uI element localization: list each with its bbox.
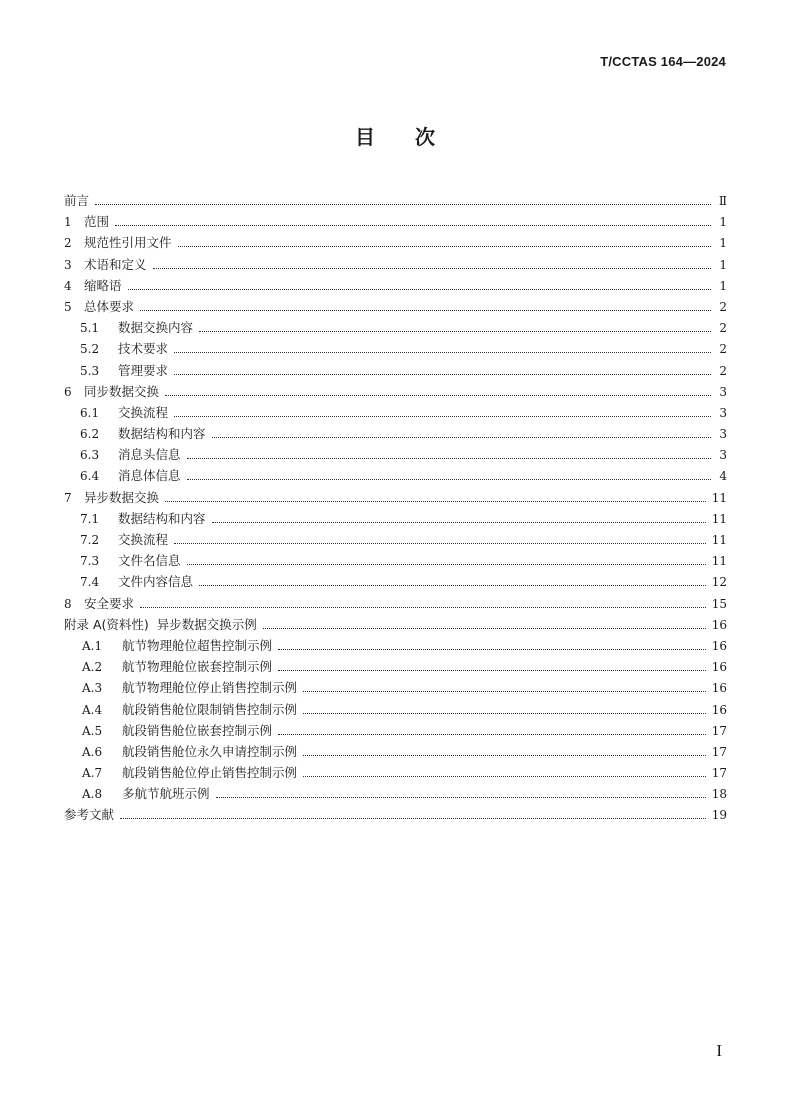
toc-entry-page: 3 bbox=[719, 384, 727, 399]
toc-entry-number: 5.3 bbox=[80, 363, 100, 378]
toc-entry-label: 交换流程 bbox=[118, 532, 169, 547]
dot-leader bbox=[303, 754, 706, 756]
toc-entry-page: 11 bbox=[711, 554, 727, 569]
dot-leader bbox=[174, 373, 711, 375]
toc-entry-page: 4 bbox=[719, 469, 727, 484]
toc-entry-page: 16 bbox=[711, 681, 727, 696]
toc-entry-number: A.5 bbox=[82, 723, 103, 738]
dot-leader bbox=[303, 690, 706, 692]
toc-entry-label: 数据结构和内容 bbox=[118, 510, 206, 526]
toc-entry-number: A.8 bbox=[82, 787, 103, 802]
toc-entry-page: 17 bbox=[711, 744, 727, 759]
dot-leader bbox=[128, 288, 711, 290]
dot-leader bbox=[303, 775, 706, 777]
toc-entry-page: Ⅱ bbox=[718, 194, 727, 208]
toc-entry[interactable] bbox=[64, 593, 727, 614]
toc-heading-char-2: 次 bbox=[415, 125, 435, 149]
toc-entry-number: 6.4 bbox=[80, 469, 100, 484]
toc-entry[interactable] bbox=[64, 317, 727, 338]
toc-entry-number: 2 bbox=[64, 236, 72, 251]
dot-leader bbox=[178, 245, 711, 247]
toc-entry[interactable] bbox=[64, 211, 727, 232]
toc-entry-number: A.3 bbox=[82, 681, 103, 696]
toc-entry[interactable] bbox=[64, 381, 727, 402]
toc-entry-label: 总体要求 bbox=[84, 298, 135, 314]
toc-entry-label: 范围 bbox=[84, 214, 110, 230]
dot-leader bbox=[115, 224, 711, 226]
toc-entry-page: 2 bbox=[719, 363, 727, 378]
toc-entry-page: 16 bbox=[711, 660, 727, 675]
toc-entry-label: 航段销售舱位嵌套控制示例 bbox=[122, 722, 273, 738]
dot-leader bbox=[199, 584, 706, 586]
toc-entry-label: 缩略语 bbox=[84, 277, 122, 293]
toc-entry-number: 6.3 bbox=[80, 448, 100, 463]
toc-entry-label: 消息头信息 bbox=[118, 447, 181, 463]
dot-leader bbox=[303, 712, 706, 714]
toc-entry[interactable] bbox=[64, 529, 727, 550]
toc-entry-page: 2 bbox=[719, 342, 727, 357]
toc-entry-number: A.1 bbox=[82, 638, 103, 653]
toc-entry-number: 7.3 bbox=[80, 554, 100, 569]
toc-entry[interactable] bbox=[64, 275, 727, 296]
toc-entry[interactable] bbox=[64, 783, 727, 804]
dot-leader bbox=[140, 309, 711, 311]
dot-leader bbox=[174, 542, 706, 544]
toc-entry-label: 文件内容信息 bbox=[118, 574, 194, 590]
toc-entry-page: 16 bbox=[711, 638, 727, 653]
toc-entry[interactable] bbox=[64, 677, 727, 698]
toc-entry-label: 前言 bbox=[64, 193, 90, 208]
toc-entry-label: 航节物理舱位超售控制示例 bbox=[122, 637, 273, 653]
toc-entry[interactable] bbox=[64, 741, 727, 762]
toc-entry[interactable] bbox=[64, 402, 727, 423]
toc-entry[interactable] bbox=[64, 699, 727, 720]
toc-entry[interactable] bbox=[64, 338, 727, 359]
dot-leader bbox=[174, 351, 711, 353]
toc-entry-page: 1 bbox=[719, 257, 727, 272]
toc-entry-page: 17 bbox=[711, 766, 727, 781]
toc-entry-page: 1 bbox=[719, 215, 727, 230]
toc-entry-page: 2 bbox=[719, 299, 727, 314]
toc-entry-page: 2 bbox=[719, 321, 727, 336]
toc-entry-label: 交换流程 bbox=[118, 404, 169, 420]
toc-entry-label: 航段销售舱位停止销售控制示例 bbox=[122, 765, 298, 781]
toc-entry-number: 7.1 bbox=[80, 511, 100, 526]
dot-leader bbox=[153, 267, 711, 269]
toc-entry[interactable] bbox=[64, 190, 727, 211]
toc-entry[interactable] bbox=[64, 720, 727, 741]
toc-entry-number: A.7 bbox=[82, 766, 103, 781]
toc-entry-page: 1 bbox=[719, 278, 727, 293]
toc-entry-page: 16 bbox=[711, 702, 727, 717]
toc-entry[interactable] bbox=[64, 508, 727, 529]
toc-entry-page: 3 bbox=[719, 427, 727, 442]
toc-entry-number: 4 bbox=[64, 278, 72, 293]
toc-entry[interactable] bbox=[64, 614, 727, 635]
toc-entry-number: A.2 bbox=[82, 660, 103, 675]
toc-entry-label: 数据结构和内容 bbox=[118, 426, 206, 442]
dot-leader bbox=[140, 606, 706, 608]
toc-entry-label: 多航节航班示例 bbox=[122, 786, 210, 802]
toc-entry-number: 3 bbox=[64, 257, 72, 272]
toc-entry-label: 技术要求 bbox=[118, 341, 169, 357]
toc-entry-label: 同步数据交换 bbox=[84, 383, 160, 399]
toc-entry[interactable] bbox=[64, 804, 727, 825]
toc-entry[interactable] bbox=[64, 444, 727, 465]
toc-entry-label: 数据交换内容 bbox=[118, 320, 194, 336]
toc-entry-number: 5 bbox=[64, 299, 72, 314]
dot-leader bbox=[165, 394, 711, 396]
dot-leader bbox=[120, 817, 706, 819]
toc-entry-number: 6 bbox=[64, 384, 72, 399]
dot-leader bbox=[165, 500, 706, 502]
toc-entry-number: A.6 bbox=[82, 744, 103, 759]
toc-entry[interactable] bbox=[64, 423, 727, 444]
toc-entry-page: 11 bbox=[711, 490, 727, 505]
dot-leader bbox=[278, 733, 706, 735]
table-of-contents bbox=[64, 190, 727, 826]
toc-entry-page: 15 bbox=[711, 596, 727, 611]
toc-entry-number: 6.2 bbox=[80, 427, 100, 442]
toc-entry[interactable] bbox=[64, 296, 727, 317]
toc-entry-label: 安全要求 bbox=[84, 595, 135, 611]
toc-entry-label: 航段销售舱位限制销售控制示例 bbox=[122, 701, 298, 717]
toc-entry-label: 航段销售舱位永久申请控制示例 bbox=[122, 743, 298, 759]
toc-entry[interactable] bbox=[64, 550, 727, 571]
toc-entry-number: 7.2 bbox=[80, 533, 100, 547]
dot-leader bbox=[263, 627, 706, 629]
toc-entry[interactable] bbox=[64, 571, 727, 592]
toc-entry-number: 6.1 bbox=[80, 405, 100, 420]
toc-entry-page: 1 bbox=[719, 236, 727, 251]
toc-entry-page: 17 bbox=[711, 723, 727, 738]
dot-leader bbox=[216, 796, 706, 798]
dot-leader bbox=[199, 330, 711, 332]
toc-entry-label: 附录 A(资料性) 异步数据交换示例 bbox=[64, 616, 257, 632]
toc-entry-page: 18 bbox=[711, 787, 727, 802]
toc-entry[interactable] bbox=[64, 762, 727, 783]
toc-entry-label: 术语和定义 bbox=[84, 256, 147, 272]
toc-entry-number: A.4 bbox=[82, 702, 103, 717]
toc-entry[interactable] bbox=[64, 360, 727, 381]
dot-leader bbox=[212, 521, 706, 523]
toc-entry-page: 3 bbox=[719, 448, 727, 463]
toc-entry-label: 参考文献 bbox=[64, 807, 115, 823]
standard-code: T/CCTAS 164—2024 bbox=[600, 54, 726, 69]
dot-leader bbox=[212, 436, 711, 438]
toc-entry-label: 规范性引用文件 bbox=[84, 235, 172, 251]
toc-entry-page: 16 bbox=[711, 617, 727, 632]
toc-entry-page: 3 bbox=[719, 405, 727, 420]
toc-entry-label: 航节物理舱位嵌套控制示例 bbox=[122, 659, 273, 675]
toc-entry-label: 异步数据交换 bbox=[84, 489, 160, 505]
toc-entry-number: 7 bbox=[64, 490, 72, 505]
toc-entry-number: 1 bbox=[64, 215, 72, 230]
toc-entry-page: 12 bbox=[711, 575, 727, 590]
toc-entry-number: 5.1 bbox=[80, 321, 100, 336]
dot-leader bbox=[187, 457, 711, 459]
toc-entry-number: 8 bbox=[64, 596, 72, 611]
toc-entry-label: 航节物理舱位停止销售控制示例 bbox=[122, 680, 298, 696]
page-folio: I bbox=[716, 1041, 722, 1060]
dot-leader bbox=[95, 203, 711, 205]
dot-leader bbox=[187, 478, 711, 480]
dot-leader bbox=[278, 669, 706, 671]
toc-entry[interactable] bbox=[64, 465, 727, 486]
toc-entry-label: 管理要求 bbox=[118, 362, 169, 378]
toc-entry-number: 7.4 bbox=[80, 575, 100, 590]
toc-entry-page: 11 bbox=[711, 533, 727, 547]
toc-entry[interactable] bbox=[64, 254, 727, 275]
dot-leader bbox=[174, 415, 711, 417]
toc-entry-page: 11 bbox=[711, 511, 727, 526]
toc-entry-label: 文件名信息 bbox=[118, 553, 181, 569]
toc-entry[interactable] bbox=[64, 656, 727, 677]
dot-leader bbox=[278, 648, 706, 650]
toc-heading bbox=[0, 121, 790, 150]
dot-leader bbox=[187, 563, 706, 565]
toc-entry-number: 5.2 bbox=[80, 342, 100, 357]
toc-entry-page: 19 bbox=[711, 808, 727, 823]
toc-heading-char-1: 目 bbox=[355, 125, 375, 149]
toc-entry[interactable] bbox=[64, 232, 727, 253]
toc-entry[interactable] bbox=[64, 635, 727, 656]
toc-entry[interactable] bbox=[64, 487, 727, 508]
toc-entry-label: 消息体信息 bbox=[118, 468, 181, 484]
